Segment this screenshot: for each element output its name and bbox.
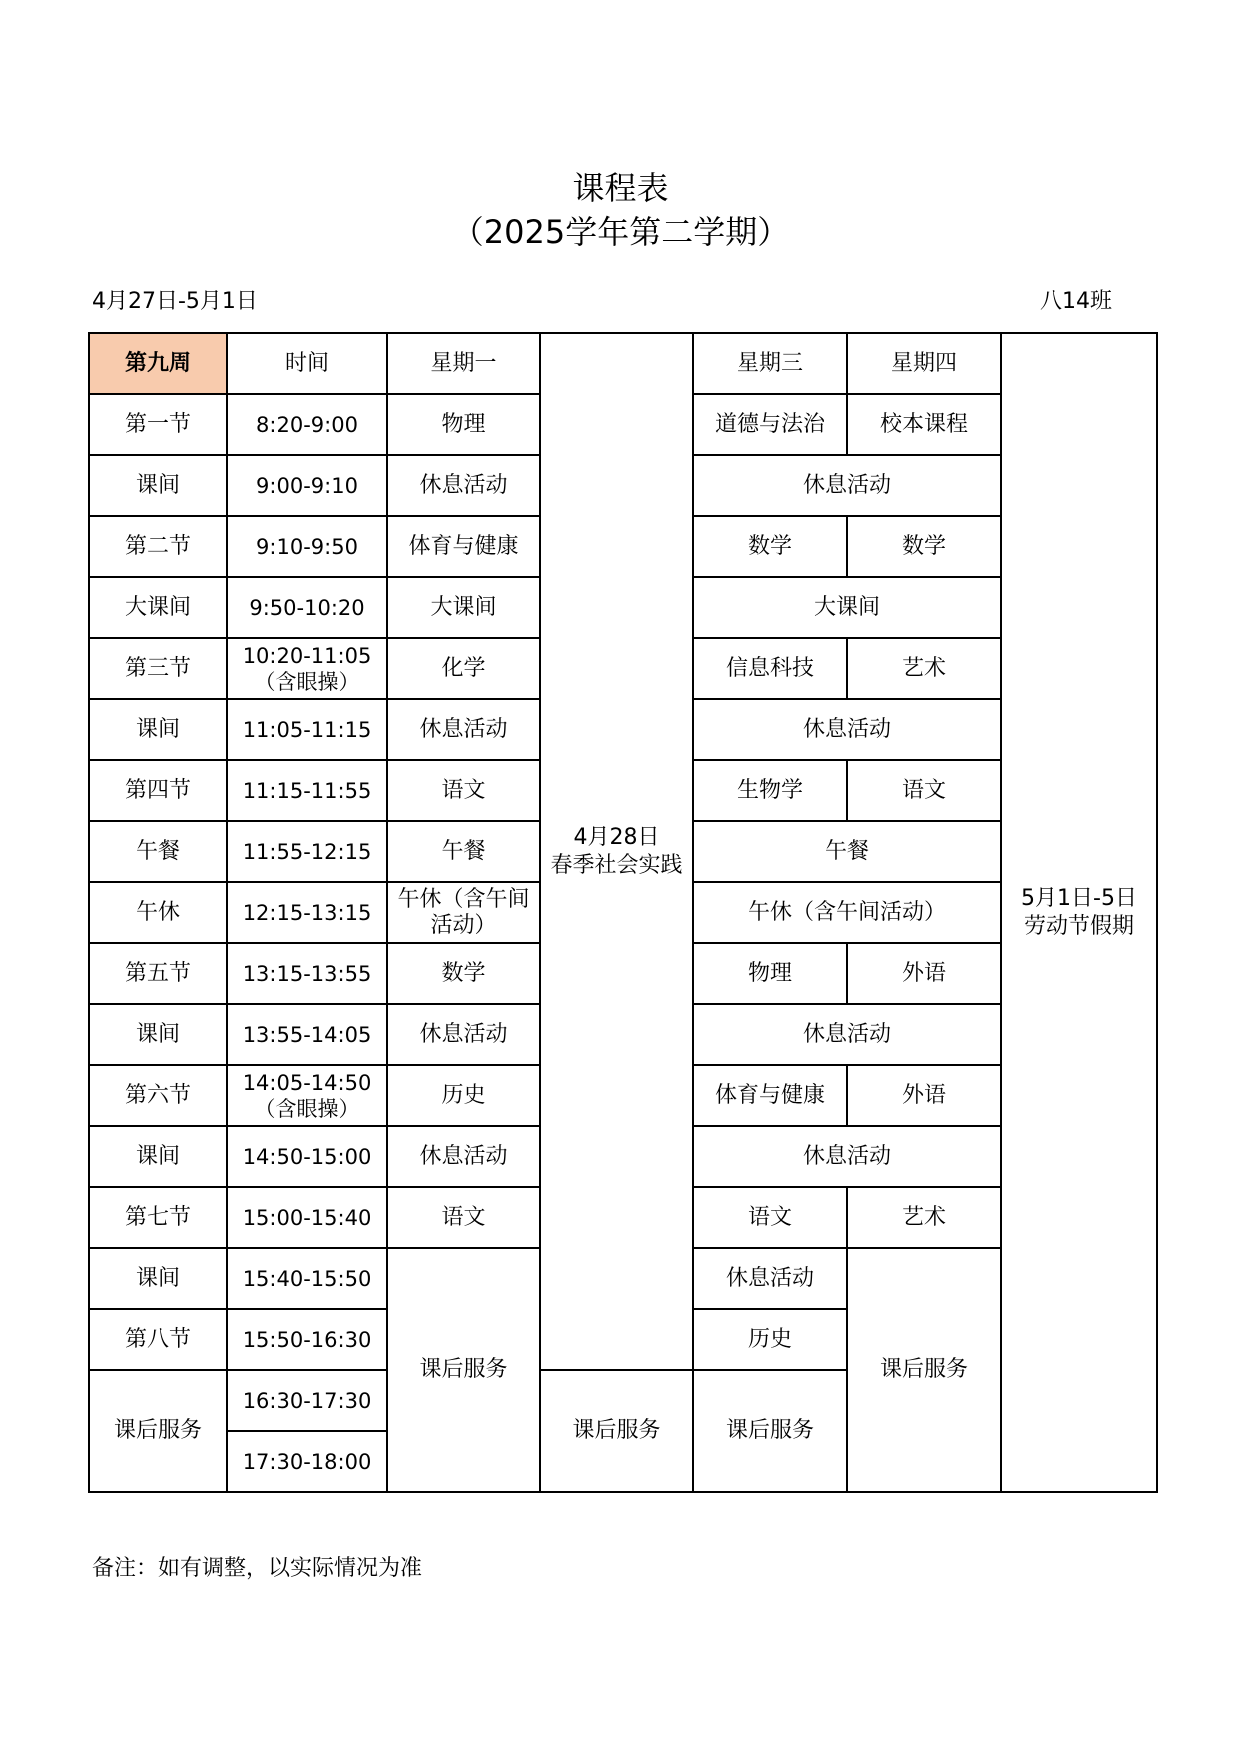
time-cell: 13:15-13:55	[227, 943, 387, 1004]
header-wednesday: 星期三	[693, 333, 847, 394]
monday-cell: 大课间	[387, 577, 540, 638]
header-monday: 星期一	[387, 333, 540, 394]
thursday-cell: 艺术	[847, 638, 1001, 699]
time-cell	[227, 638, 387, 699]
wednesday-cell: 生物学	[693, 760, 847, 821]
thursday-cell: 语文	[847, 760, 1001, 821]
wednesday-cell: 物理	[693, 943, 847, 1004]
monday-cell: 化学	[387, 638, 540, 699]
wednesday-cell: 道德与法治	[693, 394, 847, 455]
monday-cell: 语文	[387, 1187, 540, 1248]
time-cell: 15:00-15:40	[227, 1187, 387, 1248]
wed-thu-merged-cell: 休息活动	[693, 699, 1001, 760]
thursday-cell: 外语	[847, 943, 1001, 1004]
time-cell: 9:00-9:10	[227, 455, 387, 516]
period-cell: 课间	[89, 1248, 227, 1309]
time-cell: 17:30-18:00	[227, 1431, 387, 1492]
wed-thu-merged-cell: 午餐	[693, 821, 1001, 882]
time-cell: 9:10-9:50	[227, 516, 387, 577]
wed-thu-merged-cell: 休息活动	[693, 1004, 1001, 1065]
wed-thu-merged-cell: 大课间	[693, 577, 1001, 638]
thursday-cell: 艺术	[847, 1187, 1001, 1248]
page-title: 课程表	[572, 169, 669, 207]
period-cell: 第八节	[89, 1309, 227, 1370]
period-cell: 第六节	[89, 1065, 227, 1126]
footnote: 备注：如有调整，以实际情况为准	[92, 1556, 423, 1581]
class-name: 八14班	[1040, 289, 1112, 314]
time-cell: 11:15-11:55	[227, 760, 387, 821]
wednesday-after-school: 课后服务	[693, 1370, 847, 1492]
time-cell: 8:20-9:00	[227, 394, 387, 455]
time-note: （含眼操）	[254, 1096, 360, 1121]
monday-after-school: 课后服务	[387, 1248, 540, 1492]
wed-thu-merged-cell: 休息活动	[693, 1126, 1001, 1187]
tuesday-event-date: 4月28日	[573, 824, 660, 850]
period-cell: 午餐	[89, 821, 227, 882]
tuesday-event	[540, 333, 693, 1370]
period-cell: 第一节	[89, 394, 227, 455]
period-cell: 午休	[89, 882, 227, 943]
wednesday-cell: 语文	[693, 1187, 847, 1248]
monday-cell: 语文	[387, 760, 540, 821]
thursday-cell: 校本课程	[847, 394, 1001, 455]
period-cell: 第三节	[89, 638, 227, 699]
time-cell: 12:15-13:15	[227, 882, 387, 943]
thursday-cell: 外语	[847, 1065, 1001, 1126]
table-header-row	[89, 333, 1157, 394]
monday-cell: 体育与健康	[387, 516, 540, 577]
monday-cell: 午餐	[387, 821, 540, 882]
time-range: 14:05-14:50	[242, 1070, 372, 1095]
wed-thu-merged-cell: 休息活动	[693, 455, 1001, 516]
wednesday-cell: 历史	[693, 1309, 847, 1370]
friday-event-date: 5月1日-5日	[1021, 885, 1137, 911]
wednesday-cell: 休息活动	[693, 1248, 847, 1309]
header-time: 时间	[227, 333, 387, 394]
period-cell: 课后服务	[89, 1370, 227, 1492]
time-cell: 16:30-17:30	[227, 1370, 387, 1431]
page-subtitle: （2025学年第二学期）	[451, 213, 790, 251]
monday-cell: 休息活动	[387, 1126, 540, 1187]
monday-cell: 午休（含午间活动）	[387, 882, 540, 943]
wednesday-cell: 数学	[693, 516, 847, 577]
thursday-cell: 数学	[847, 516, 1001, 577]
monday-cell: 历史	[387, 1065, 540, 1126]
period-cell: 第七节	[89, 1187, 227, 1248]
period-cell: 第五节	[89, 943, 227, 1004]
period-cell: 课间	[89, 1004, 227, 1065]
friday-event-text: 劳动节假期	[1023, 913, 1134, 939]
time-cell: 11:55-12:15	[227, 821, 387, 882]
monday-cell: 休息活动	[387, 1004, 540, 1065]
period-cell: 第四节	[89, 760, 227, 821]
tuesday-event-text: 春季社会实践	[550, 852, 683, 878]
monday-cell: 物理	[387, 394, 540, 455]
date-range: 4月27日-5月1日	[92, 289, 258, 314]
period-cell: 课间	[89, 1126, 227, 1187]
time-cell: 14:50-15:00	[227, 1126, 387, 1187]
wednesday-cell: 信息科技	[693, 638, 847, 699]
header-thursday: 星期四	[847, 333, 1001, 394]
friday-event	[1001, 333, 1157, 1492]
thursday-after-school: 课后服务	[847, 1248, 1001, 1492]
period-cell: 课间	[89, 699, 227, 760]
monday-cell: 休息活动	[387, 699, 540, 760]
time-cell: 13:55-14:05	[227, 1004, 387, 1065]
time-range: 10:20-11:05	[242, 643, 372, 668]
wed-thu-merged-cell: 午休（含午间活动）	[693, 882, 1001, 943]
time-cell: 11:05-11:15	[227, 699, 387, 760]
wednesday-cell: 体育与健康	[693, 1065, 847, 1126]
monday-cell: 休息活动	[387, 455, 540, 516]
period-cell: 大课间	[89, 577, 227, 638]
tuesday-after-school: 课后服务	[540, 1370, 693, 1492]
monday-cell: 数学	[387, 943, 540, 1004]
period-cell: 课间	[89, 455, 227, 516]
schedule-table	[88, 332, 1158, 1493]
time-note: （含眼操）	[254, 669, 360, 694]
week-label: 第九周	[89, 333, 227, 394]
time-cell	[227, 1065, 387, 1126]
time-cell: 15:50-16:30	[227, 1309, 387, 1370]
time-cell: 15:40-15:50	[227, 1248, 387, 1309]
period-cell: 第二节	[89, 516, 227, 577]
time-cell: 9:50-10:20	[227, 577, 387, 638]
